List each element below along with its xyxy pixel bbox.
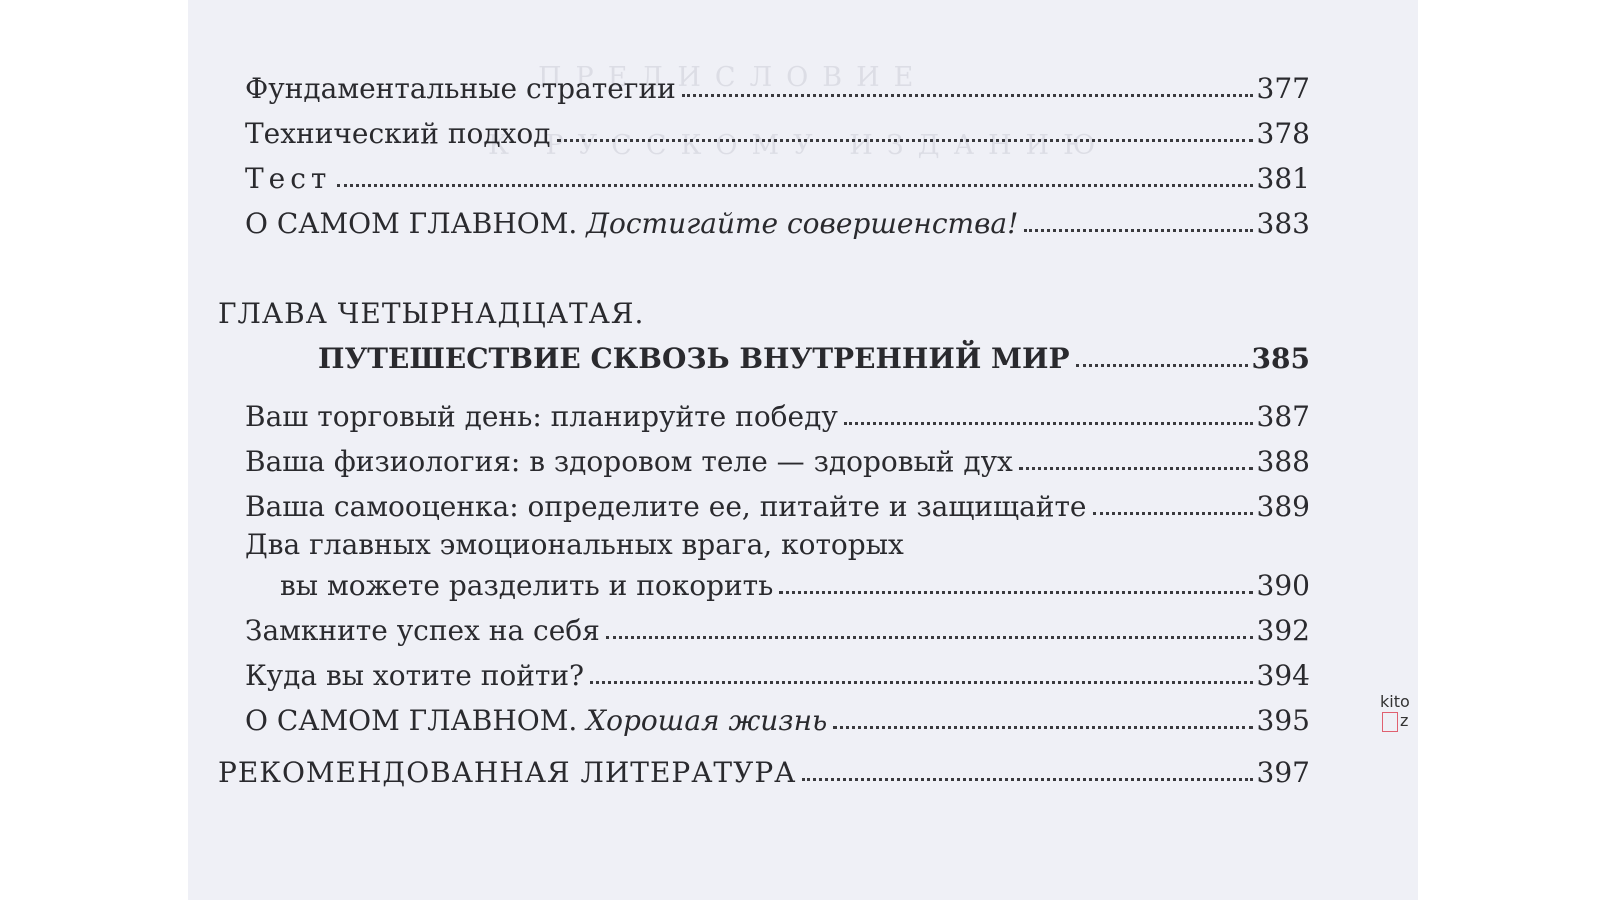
toc-entry-title: Ваш торговый день: планируйте победу	[245, 400, 838, 433]
toc-entry-page: 388	[1256, 445, 1310, 478]
chapter-number: ГЛАВА ЧЕТЫРНАДЦАТАЯ.	[218, 297, 645, 330]
ghost-heading-1: ПРЕДИСЛОВИЕ	[538, 62, 928, 93]
toc-entry	[245, 653, 1310, 693]
toc-entry-title: Ваша самооценка: определите ее, питайте и защищайте	[245, 490, 1087, 523]
toc-entry-title-main: О САМОМ ГЛАВНОМ.	[245, 207, 578, 240]
toc-entry-title-italic: Достигайте совершенства!	[586, 207, 1019, 240]
ghost-heading-2: К РУССКОМУ ИЗДАНИЮ	[488, 130, 1110, 161]
dot-leader	[802, 778, 1252, 781]
book-page	[188, 0, 1418, 900]
toc-entry	[218, 750, 1310, 790]
toc-entry-title: РЕКОМЕНДОВАННАЯ ЛИТЕРАТУРА	[218, 756, 797, 789]
dot-leader	[557, 139, 1253, 142]
chapter-heading	[218, 291, 1310, 331]
toc-entry	[245, 484, 1310, 524]
dot-leader	[1019, 467, 1253, 470]
toc-entry-title: Замкните успех на себя	[245, 614, 600, 647]
toc-entry-title-main: О САМОМ ГЛАВНОМ.	[245, 704, 578, 737]
toc-entry-title	[245, 207, 1018, 241]
watermark-stamp	[1378, 692, 1418, 732]
dot-leader	[1024, 229, 1252, 232]
dot-leader	[779, 591, 1252, 594]
toc-entry	[245, 608, 1310, 648]
toc-entry-page: 392	[1256, 614, 1310, 647]
toc-entry	[280, 563, 1310, 603]
toc-entry	[245, 698, 1310, 738]
toc-entry-page: 394	[1256, 659, 1310, 692]
toc-entry-title: Ваша физиология: в здоровом теле — здоровый дух	[245, 445, 1013, 478]
toc-entry-page: 381	[1256, 162, 1310, 195]
dot-leader	[682, 94, 1253, 97]
toc-entry	[245, 111, 1310, 151]
toc-entry	[245, 156, 1310, 196]
toc-entry-title: Фундаментальные стратегии	[245, 72, 676, 105]
toc-entry-page: 385	[1251, 342, 1310, 375]
toc-entry-page: 387	[1256, 400, 1310, 433]
toc-entry-page: 397	[1256, 756, 1310, 789]
toc-entry-title: Два главных эмоциональных врага, которых	[245, 528, 904, 561]
dot-leader	[833, 726, 1252, 729]
toc-entry	[245, 439, 1310, 479]
toc-entry-page: 383	[1256, 207, 1310, 240]
dot-leader	[337, 184, 1252, 187]
toc-entry-title	[245, 704, 827, 738]
toc-entry-title-italic: Хорошая жизнь	[586, 704, 828, 737]
toc-entry-line	[245, 522, 1310, 562]
watermark-text-left: kito	[1380, 692, 1410, 711]
toc-entry-title: Тест	[245, 162, 332, 195]
toc-entry-title: вы можете разделить и покорить	[280, 569, 774, 602]
toc-entry-page: 390	[1256, 569, 1310, 602]
toc-entry-page: 395	[1256, 704, 1310, 737]
dot-leader	[1076, 364, 1248, 367]
toc-entry-title: Технический подход	[245, 117, 551, 150]
watermark-text-right: z	[1400, 711, 1409, 730]
watermark-box-icon	[1382, 712, 1398, 732]
toc-entry	[245, 394, 1310, 434]
dot-leader	[606, 636, 1253, 639]
table-of-contents	[188, 0, 1418, 900]
dot-leader	[1093, 512, 1253, 515]
toc-entry-page: 378	[1256, 117, 1310, 150]
toc-entry	[245, 201, 1310, 241]
dot-leader	[590, 681, 1253, 684]
dot-leader	[844, 422, 1253, 425]
toc-entry	[318, 336, 1310, 376]
toc-entry-title: Куда вы хотите пойти?	[245, 659, 585, 692]
chapter-title: ПУТЕШЕСТВИЕ СКВОЗЬ ВНУТРЕННИЙ МИР	[318, 342, 1070, 375]
toc-entry	[245, 66, 1310, 106]
toc-entry-page: 377	[1256, 72, 1310, 105]
toc-entry-page: 389	[1256, 490, 1310, 523]
